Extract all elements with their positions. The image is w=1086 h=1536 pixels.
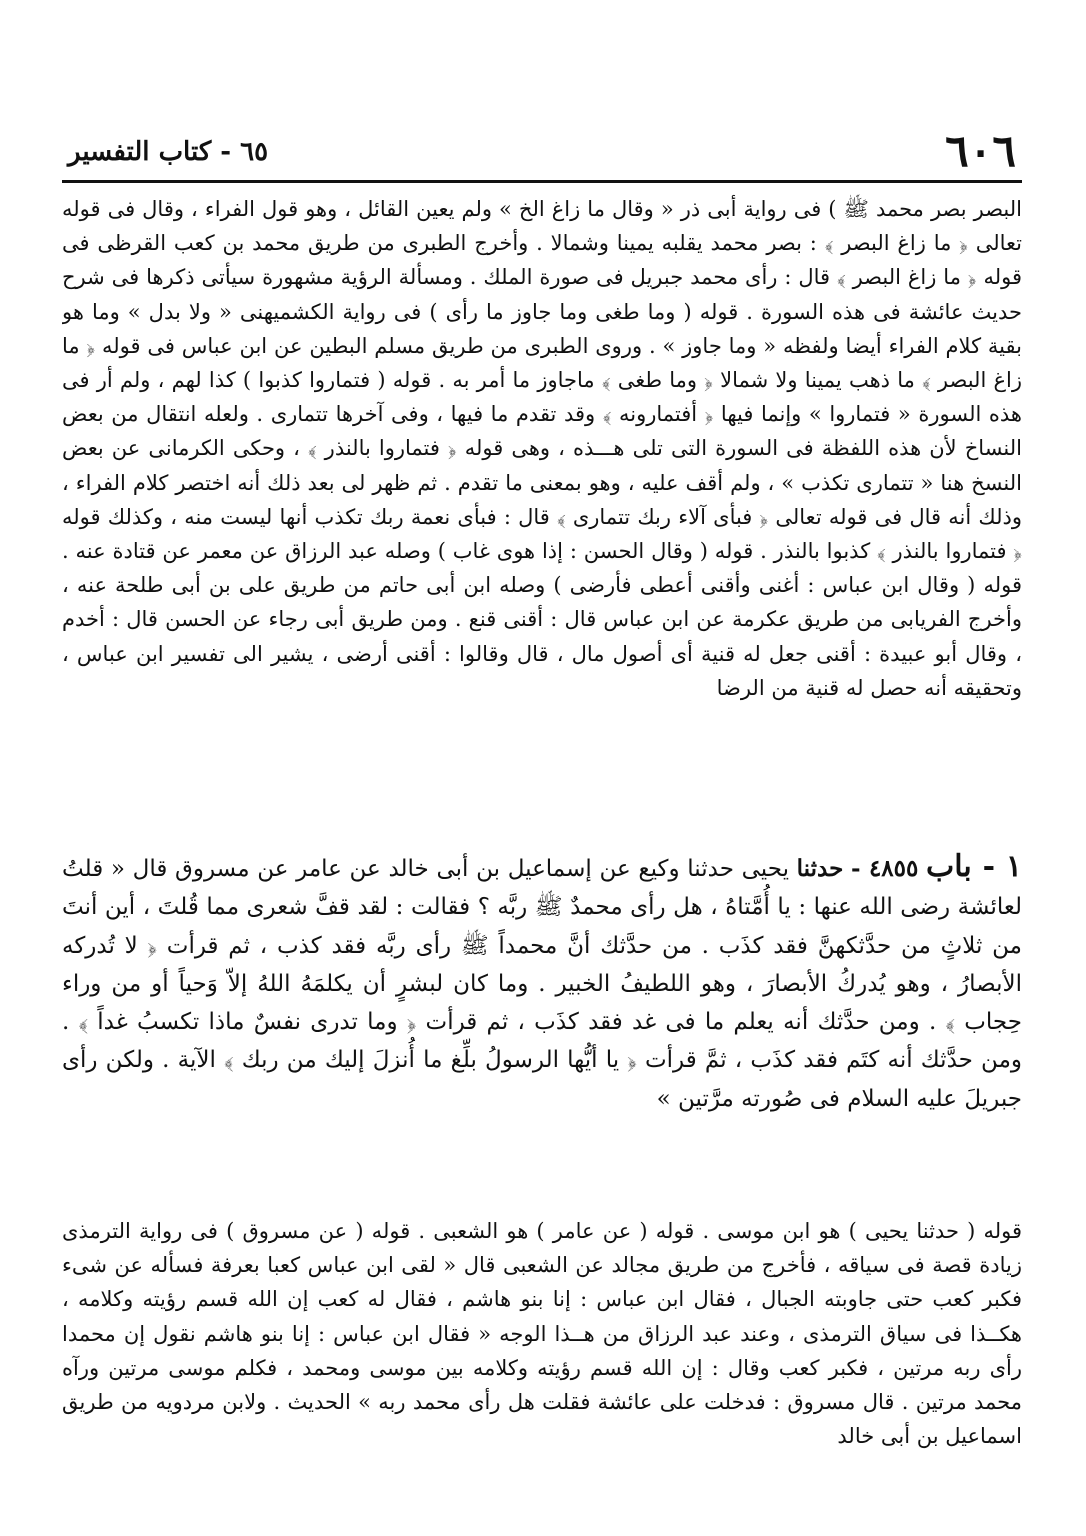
- hadith-number: ٤٨٥٥ -: [851, 855, 919, 882]
- haddathana-marker: حدثنا: [796, 855, 844, 882]
- bab-heading: ١ - باب: [926, 849, 1022, 884]
- page-header: [62, 126, 1022, 182]
- commentary-paragraph-1: البصر بصر محمد ﷺ ) فى رواية أبى ذر « وقال ما زاغ الخ » ولم يعين القائل ، وهو قول الفراء ، وقال فى قوله تعالى ﴿ ما زاغ البصر ﴾ : بصر محمد يقلبه يمينا وشمالا . وأخرج الطبرى من طريق محمد بن كعب القرظى فى قوله ﴿ ما زاغ البصر ﴾ قال : رأى محمد جبريل فى صورة الملك . ومسألة الرؤية مشهورة سيأتى ذكرها فى شرح حديث عائشة فى هذه السورة . قوله ( وما طغى وما جاوز ما رأى ) فى رواية الكشميهنى « ولا بدل » وما هو بقية كلام الفراء أيضا ولفظه « وما جاوز » . وروى الطبرى من طريق مسلم البطين عن ابن عباس فى قوله ﴿ ما زاغ البصر ﴾ ما ذهب يمينا ولا شمالا ﴿ وما طغى ﴾ ماجاوز ما أمر به . قوله ( فتماروا كذبوا ) كذا لهم ، ولم أر فى هذه السورة « فتماروا » وإنما فيها ﴿ أفتمارونه ﴾ وقد تقدم ما فيها ، وفى آخرها تتمارى . ولعله انتقال من بعض النساخ لأن هذه اللفظة فى السورة التى تلى هـــذه ، وهى قوله ﴿ فتماروا بالنذر ﴾ ، وحكى الكرمانى عن بعض النسخ هنا « تتمارى تكذب » ، ولم أقف عليه ، وهو بمعنى ما تقدم . ثم ظهر لى بعد ذلك أنه اختصر كلام الفراء ، وذلك أنه قال فى قوله تعالى ﴿ فبأى آلاء ربك تتمارى ﴾ قال : فبأى نعمة ربك تكذب أنها ليست منه ، وكذلك قوله ﴿ فتماروا بالنذر ﴾ كذبوا بالنذر . قوله ( وقال الحسن : إذا هوى غاب ) وصله عبد الرزاق عن معمر عن قتادة عنه . قوله ( وقال ابن عباس : أغنى وأقنى أعطى فأرضى ) وصله ابن أبى حاتم من طريق على بن أبى طلحة عنه ، وأخرج الفريابى من طريق عكرمة عن ابن عباس قال : أقنى قنع . ومن طريق أبى رجاء عن الحسن قال : أخدم ، وقال أبو عبيدة : أقنى جعل له قنية أى أصول مال ، قال وقالوا : أقنى أرضى ، يشير الى تفسير ابن عباس ، وتحقيقه أنه حصل له قنية من الرضا: [62, 197, 1022, 700]
- page-number: ٦٠٦: [945, 126, 1016, 177]
- commentary-paragraph-2: قوله ( حدثنا يحيى ) هو ابن موسى . قوله ( عن عامر ) هو الشعبى . قوله ( عن مسروق ) فى رواية الترمذى زيادة قصة فى سياقه ، فأخرج من طريق مجالد عن الشعبى قال « لقى ابن عباس كعبا بعرفة فسأله عن شىء فكبر كعب حتى جاوبته الجبال ، فقال ابن عباس : إنا بنو هاشم ، فقال له كعب إن الله قسم رؤيته وكلامه ، هكــذا فى سياق الترمذى ، وعند عبد الرزاق من هــذا الوجه « فقال ابن عباس : إنا بنو هاشم نقول إن محمدا رأى ربه مرتين ، فكبر كعب وقال : إن الله قسم رؤيته وكلامه بين موسى ومحمد ، فكلم موسى مرتين ورآه محمد مرتين . قال مسروق : فدخلت على عائشة فقلت هل رأى محمد ربه » الحديث . ولابن مردويه من طريق اسماعيل بن أبى خالد: [62, 1219, 1022, 1449]
- running-head: ٦٥ - كتاب التفسير: [68, 137, 269, 167]
- header-rule: [62, 180, 1022, 183]
- hadith-text: يحيى حدثنا وكيع عن إسماعيل بن أبى خالد عن عامر عن مسروق قال « قلتُ لعائشة رضى الله عنها : يا أُمَّتاهُ ، هل رأى محمدٌ ﷺ ربَّه ؟ فقالت : لقد قفَّ شعرى مما قُلتَ ، أين أنتَ من ثلاثٍ من حدَّثكهنَّ فقد كذَب . من حدَّثك أنَّ محمداً ﷺ رأى ربَّه فقد كذب ، ثم قرأت ﴿ لا تُدركه الأبصارُ ، وهو يُدركُ الأبصارَ ، وهو اللطيفُ الخبير . وما كان لبشرٍ أن يكلمَهُ اللهُ إلاّ وَحياً أو من وراء حِجاب ﴾ . ومن حدَّثك أنه يعلم ما فى غد فقد كذَب ، ثم قرأت ﴿ وما تدرى نفسٌ ماذا تكسبُ غداً ﴾ . ومن حدَّثك أنه كتَم فقد كذَب ، ثمَّ قرأت ﴿ يا أيُّها الرسولُ بلِّغ ما أُنزلَ إليك من ربك ﴾ الآية . ولكن رأى جبريلَ عليه السلام فى صُورته مرَّتين »: [62, 856, 1022, 1112]
- page-body: [62, 192, 1022, 1534]
- hadith-paragraph: [62, 848, 1022, 1210]
